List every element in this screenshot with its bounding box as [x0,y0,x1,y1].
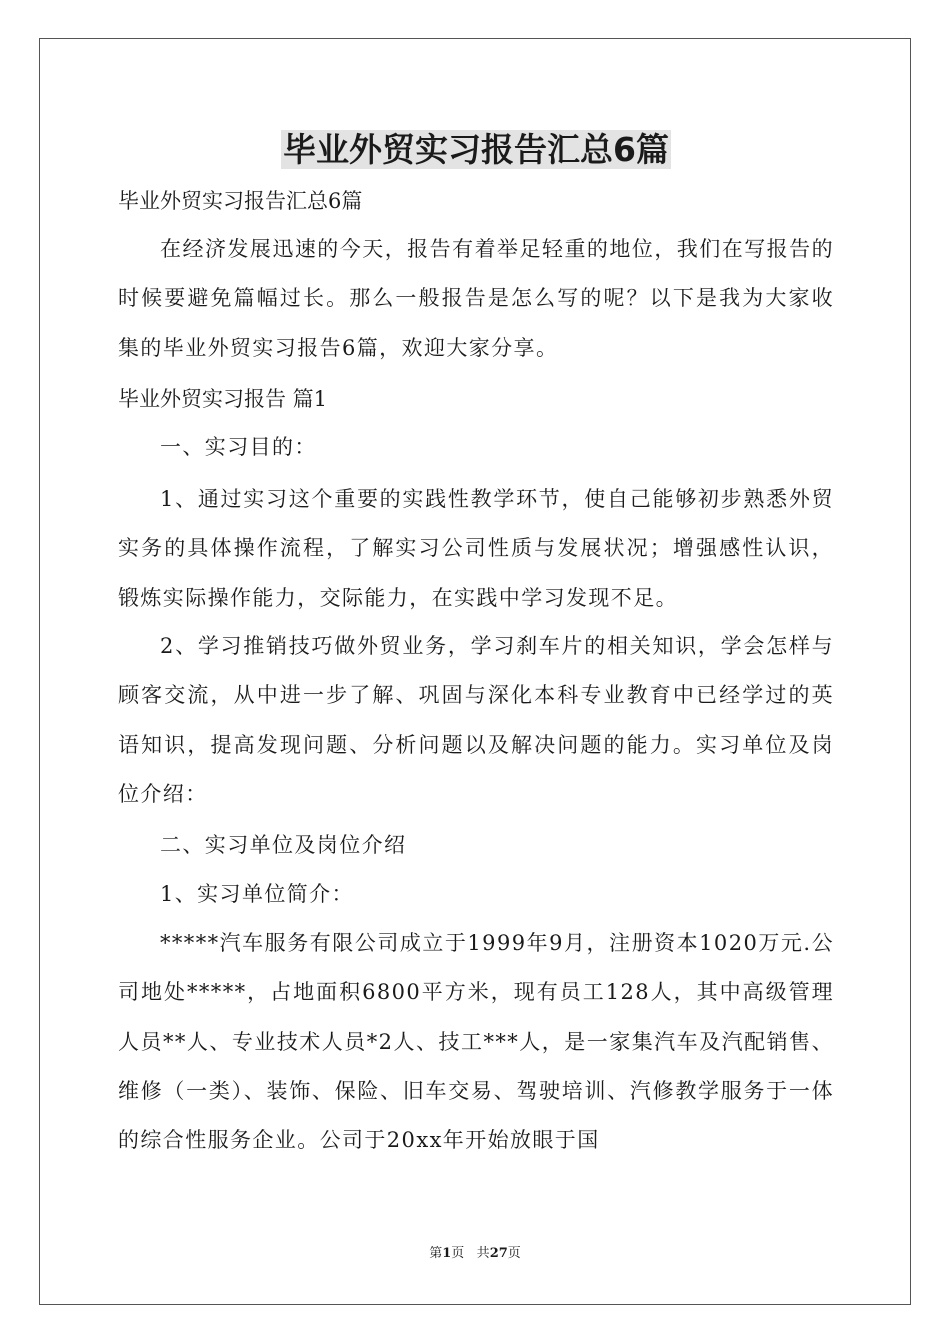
intro-paragraph: 在经济发展迅速的今天，报告有着举足轻重的地位，我们在写报告的时候要避免篇幅过长。那么一般报告是怎么写的呢？以下是我为大家收集的毕业外贸实习报告6篇，欢迎大家分享。 [118,237,834,360]
title-text: 毕业外贸实习报告汇总6篇 [283,130,669,169]
footer-total-pages: 27 [489,1246,508,1261]
paragraph-purpose-1: 1、通过实习这个重要的实践性教学环节，使自己能够初步熟悉外贸实务的具体操作流程，了解实习公司性质与发展状况；增强感性认识，锻炼实际操作能力，交际能力，在实践中学习发现不足。 [118,487,834,610]
footer-total-suffix: 页 [507,1246,521,1261]
footer-page-prefix: 第 [429,1246,443,1261]
paragraph-purpose-heading: 一、实习目的： [160,435,317,459]
paragraph-unit-intro-heading: 1、实习单位简介： [160,882,354,906]
document-title [118,126,834,174]
footer-page-suffix: 页 [451,1246,465,1261]
section-heading: 毕业外贸实习报告 篇1 [118,387,328,411]
paragraph-unit-heading: 二、实习单位及岗位介绍 [160,833,407,857]
document-subtitle: 毕业外贸实习报告汇总6篇 [118,189,363,213]
footer-total-prefix: 共 [476,1246,490,1261]
paragraph-purpose-2: 2、学习推销技巧做外贸业务，学习刹车片的相关知识，学会怎样与顾客交流，从中进一步了解、巩固与深化本科专业教育中已经学过的英语知识，提高发现问题、分析问题以及解决问题的能力。实习单位及岗位介绍： [118,634,834,806]
footer-page-number: 1 [442,1246,452,1261]
page-footer [0,1245,950,1263]
paragraph-company-description: *****汽车服务有限公司成立于1999年9月，注册资本1020万元.公司地处*****，占地面积6800平方米，现有员工128人，其中高级管理人员**人、专业技术人员*2人、技工***人，是一家集汽车及汽配销售、维修（一类）、装饰、保险、旧车交易、驾驶培训、汽修教学服务于一体的综合性服务企业。公司于20xx年开始放眼于国 [118,931,834,1153]
